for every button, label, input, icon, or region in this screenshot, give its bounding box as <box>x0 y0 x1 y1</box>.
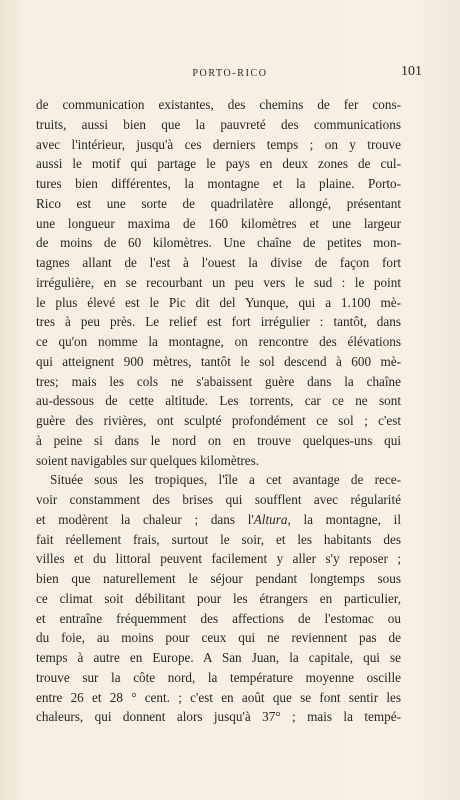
page-header <box>36 64 424 82</box>
text-line: ce climat soit débilitant pour les étrangers en particulier, <box>36 590 401 606</box>
text-line: avec l'intérieur, jusqu'à ces derniers temps ; on y trouve <box>36 136 401 152</box>
text-line: tres; mais les cols ne s'abaissent guère dans la chaîne <box>36 373 401 389</box>
text-line: truits, aussi bien que la pauvreté des communications <box>36 116 401 132</box>
text-line: de communication existantes, des chemins de fer cons- <box>36 97 401 112</box>
paragraph-1 <box>36 95 401 470</box>
text-line: de moins de 60 kilomètres. Une chaîne de petites mon- <box>36 235 401 251</box>
text-line: tagnes allant de l'est à l'ouest la divise de façon fort <box>36 255 401 270</box>
text-line: guère des rivières, ont sculpté profondément ce sol ; c'est <box>36 413 401 428</box>
text-line: aussi le motif qui partage le pays en deux zones de cul- <box>36 156 401 172</box>
text-line: tures bien différentes, la montagne et la plaine. Porto- <box>36 176 401 191</box>
text-line: qui atteignent 900 mètres, tantôt le sol descend à 600 mè- <box>36 353 401 369</box>
text-line: voir constamment des brises qui soufflent avec régularité <box>36 492 401 507</box>
page-number: 101 <box>401 64 422 79</box>
text-line: bien que naturellement le séjour pendant longtemps sous <box>36 571 401 586</box>
text-line: Rico est une sorte de quadrilatère allongé, présentant <box>36 195 401 211</box>
text-line: soient navigables sur quelques kilomètres. <box>36 452 260 468</box>
text-line: le plus élevé est le Pic dit del Yunque, qui a 1.100 mè- <box>36 294 401 310</box>
text-line: entre 26 et 28 ° cent. ; c'est en août que se font sentir les <box>36 689 401 705</box>
text-line: ce qu'on nomme la montagne, on rencontre des élévations <box>36 334 401 349</box>
paragraph-2 <box>36 470 401 727</box>
text-line: au-dessous de cette altitude. Les torrents, car ce ne sont <box>36 393 401 409</box>
body-text <box>36 95 401 727</box>
text-line: du foie, au moins pour ceux qui ne reviennent pas de <box>36 630 401 646</box>
text-line: et entraîne fréquemment des affections de l'estomac ou <box>36 610 401 626</box>
text-line: trouve sur la côte nord, la température moyenne oscille <box>36 669 401 685</box>
text-line: et modèrent la chaleur ; dans l'Altura, la montagne, il <box>36 511 401 527</box>
text-line: fait réellement frais, surtout le soir, et les habitants des <box>36 531 401 547</box>
text-line: tres à peu près. Le relief est fort irrégulier : tantôt, dans <box>36 314 401 330</box>
text-line: à peine si dans le nord on en trouve quelques-uns qui <box>36 432 401 448</box>
text-line: temps à autre en Europe. A San Juan, la capitale, qui se <box>36 650 401 665</box>
running-title: PORTO-RICO <box>192 68 268 79</box>
text-line: villes et du littoral peuvent facilement y aller s'y reposer ; <box>36 551 401 567</box>
text-line: Située sous les tropiques, l'île a cet avantage de rece- <box>50 472 401 488</box>
text-line: une longueur maxima de 160 kilomètres et une largeur <box>36 215 401 231</box>
text-line: irrégulière, en se recourbant un peu vers le sud : le point <box>36 274 401 290</box>
text-line: chaleurs, qui donnent alors jusqu'à 37° ; mais la tempé- <box>36 709 401 725</box>
